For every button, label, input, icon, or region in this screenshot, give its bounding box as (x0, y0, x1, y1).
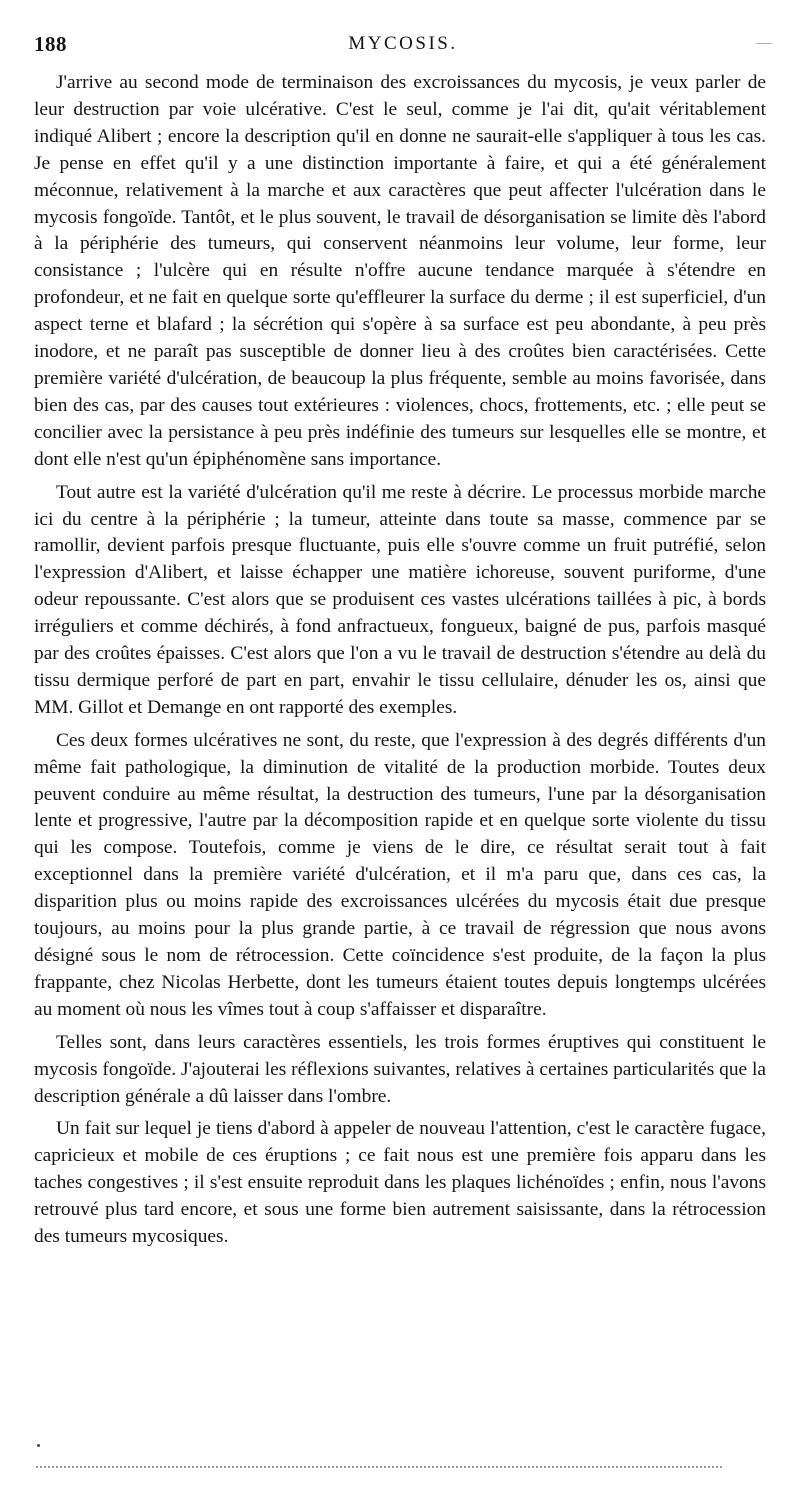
footer-dot (37, 1444, 40, 1447)
paragraph-three-eruptive-forms: Telles sont, dans leurs caractères essentiels, les trois formes éruptives qui constituent le mycosis fongoïde. J'ajouterai les réflexions suivantes, relatives à certaines particularités que la description générale a dû laisser dans l'ombre. (34, 1031, 767, 1107)
header-dash (756, 43, 772, 44)
page-header (34, 32, 772, 60)
footer-dotted-rule (36, 1466, 722, 1468)
page-number: 188 (34, 32, 67, 56)
page-body (34, 70, 766, 1257)
paragraph-two-ulcerative-forms: Ces deux formes ulcératives ne sont, du reste, que l'expression à des degrés différents d'un même fait pathologique, la diminution de vitalité de la production morbide. Toutes deux peuvent conduire au même résultat, la destruction des tumeurs, l'une par la désorganisation lente et progressive, l'autre par la décomposition rapide et en quelque sorte violente du tissu qui les compose. Toutefois, comme je viens de le dire, ce résultat serait tout à fait exceptionnel dans la première variété d'ulcération, et il m'a paru que, dans ces cas, la disparition plus ou moins rapide des excroissances ulcérées du mycosis était due presque toujours, au moins pour la plus grande partie, à ce travail de régression que nous avons désigné sous le nom de rétrocession. Cette coïncidence s'est produite, de la façon la plus frappante, chez Nicolas Herbette, dont les tumeurs étaient toutes depuis longtemps ulcérées au moment où nous les vîmes tout à coup s'affaisser et disparaître. (34, 729, 766, 1020)
running-title: MYCOSIS. (348, 33, 458, 54)
paragraph-ulceration-second-variety: Tout autre est la variété d'ulcération qu'il me reste à décrire. Le processus morbide marche ici du centre à la périphérie ; la tumeur, atteinte dans toute sa masse, commence par se ramollir, devient parfois presque fluctuante, puis elle s'ouvre comme un fruit putréfié, selon l'expression d'Alibert, et laisse échapper une matière ichoreuse, souvent puriforme, d'une odeur repoussante. C'est alors que se produisent ces vastes ulcérations taillées à pic, à bords irréguliers et comme déchirés, à fond anfractueux, fongueux, baigné de pus, parfois masqué par des croûtes épaisses. C'est alors que l'on a vu le travail de destruction s'étendre au delà du tissu dermique perforé de part en part, envahir le tissu cellulaire, dénuder les os, ainsi que MM. Gillot et Demange en ont rapporté des exemples. (34, 481, 766, 718)
paragraph-fugacious-character: Un fait sur lequel je tiens d'abord à appeler de nouveau l'attention, c'est le caractère fugace, capricieux et mobile de ces éruptions ; ce fait nous est une première fois apparu dans les taches congestives ; il s'est ensuite reproduit dans les plaques lichénoïdes ; enfin, nous l'avons retrouvé plus tard encore, et sous une forme bien autrement saisissante, dans la rétrocession des tumeurs mycosiques. (34, 1118, 766, 1248)
paragraph-ulceration-first-variety: J'arrive au second mode de terminaison des excroissances du mycosis, je veux parler de leur destruction par voie ulcérative. C'est le seul, comme je l'ai dit, qu'ait véritablement indiqué Alibert ; encore la description qu'il en donne ne saurait-elle s'appliquer à tous les cas. Je pense en effet qu'il y a une distinction importante à faire, et qui a été généralement méconnue, relativement à la marche et aux caractères que peut affecter l'ulcération dans le mycosis fongoïde. Tantôt, et le plus souvent, le travail de désorganisation se limite dès l'abord à la périphérie des tumeurs, qui conservent néanmoins leur volume, leur forme, leur consistance ; l'ulcère qui en résulte n'offre aucune tendance marquée à s'étendre en profondeur, et ne fait en quelque sorte qu'effleurer la surface du derme ; il est superficiel, d'un aspect terne et blafard ; la sécrétion qui s'opère à sa surface est peu abondante, à peu près inodore, et ne paraît pas susceptible de donner lieu à des croûtes bien caractérisées. Cette première variété d'ulcération, de beaucoup la plus fréquente, semble au moins favorisée, dans bien des cas, par des causes tout extérieures : violences, chocs, frottements, etc. ; elle peut se concilier avec la persistance à peu près indéfinie des tumeurs sur lesquelles elle se montre, et dont elle n'est qu'un épiphénomène sans importance. (34, 72, 766, 470)
